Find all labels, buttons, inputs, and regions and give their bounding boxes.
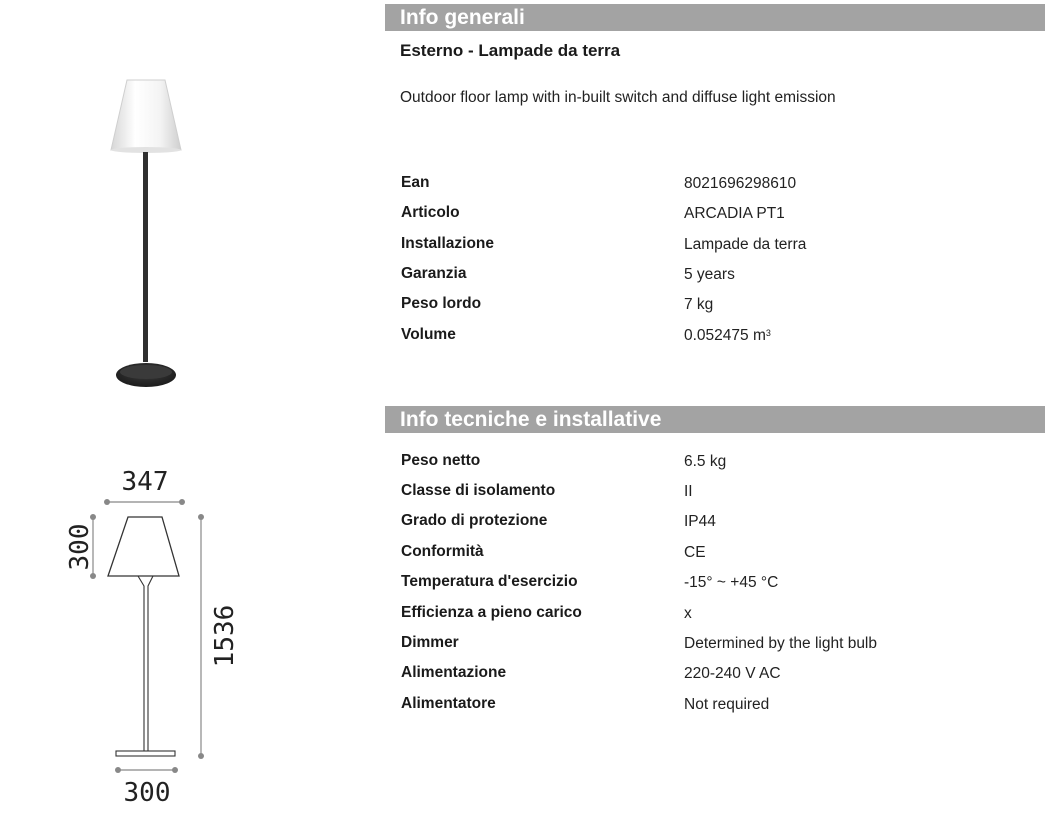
spec-value: [684, 266, 735, 284]
spec-label: Conformità: [401, 543, 484, 560]
spec-value: [684, 513, 716, 531]
unit-superscript: 3: [765, 328, 771, 338]
spec-value: [684, 665, 781, 683]
spec-label: Volume: [401, 326, 456, 343]
spec-row: [401, 326, 1041, 350]
spec-label: Alimentatore: [401, 695, 496, 712]
spec-label: Classe di isolamento: [401, 482, 556, 499]
spec-label: Articolo: [401, 204, 460, 221]
spec-value-text: 8021696298610: [684, 175, 797, 192]
spec-value: [684, 175, 796, 193]
spec-value-text: -15° ~ +45 °C: [684, 574, 779, 591]
spec-row: [401, 664, 1041, 688]
spec-value-text: 0.052475 m: [684, 327, 766, 344]
spec-row: [401, 204, 1041, 228]
spec-value-text: CE: [684, 544, 706, 561]
spec-label: Ean: [401, 174, 430, 191]
spec-label: Installazione: [401, 235, 495, 252]
spec-value-text: 220-240 V AC: [684, 665, 781, 682]
spec-value-text: x: [684, 605, 692, 622]
general-info-header: Info generali: [385, 4, 1045, 31]
shade-width-label: 347: [121, 467, 169, 497]
spec-value: [684, 453, 726, 471]
spec-value: [684, 696, 769, 714]
spec-label: Garanzia: [401, 265, 467, 282]
spec-label: Alimentazione: [401, 664, 507, 681]
spec-value: [684, 544, 706, 562]
total-height-label: 1536: [210, 604, 240, 668]
spec-value: [684, 296, 713, 314]
spec-row: [401, 695, 1041, 719]
spec-row: [401, 482, 1041, 506]
spec-value-text: ARCADIA PT1: [684, 205, 785, 222]
spec-value: [684, 205, 785, 223]
spec-value-text: 6.5 kg: [684, 453, 727, 470]
spec-row: [401, 295, 1041, 319]
spec-row: [401, 452, 1041, 476]
spec-label: Peso netto: [401, 452, 481, 469]
spec-value-text: 7 kg: [684, 296, 714, 313]
spec-value: [684, 327, 771, 345]
spec-row: [401, 543, 1041, 567]
spec-row: [401, 265, 1041, 289]
product-photo: [95, 70, 205, 400]
spec-row: [401, 235, 1041, 259]
spec-value-text: 5 years: [684, 266, 735, 283]
product-description: Outdoor floor lamp with in-built switch and diffuse light emission: [400, 89, 836, 106]
spec-row: [401, 174, 1041, 198]
spec-value-text: IP44: [684, 513, 716, 530]
base-width-label: 300: [123, 778, 171, 808]
spec-value: [684, 605, 692, 623]
spec-label: Peso lordo: [401, 295, 482, 312]
spec-value-text: II: [684, 483, 693, 500]
spec-value-text: Not required: [684, 696, 770, 713]
shade-height-label: 300: [65, 523, 95, 571]
product-images: [0, 0, 380, 820]
spec-label: Grado di protezione: [401, 512, 548, 529]
spec-row: [401, 634, 1041, 658]
spec-value: [684, 483, 693, 501]
spec-value-text: Lampade da terra: [684, 236, 807, 253]
spec-value: [684, 236, 806, 254]
dimension-drawing: [40, 455, 280, 815]
spec-label: Temperatura d'esercizio: [401, 573, 578, 590]
spec-value-text: Determined by the light bulb: [684, 635, 878, 652]
product-category: Esterno - Lampade da terra: [400, 41, 621, 60]
technical-info-header: Info tecniche e installative: [385, 406, 1045, 433]
spec-value: [684, 635, 877, 653]
spec-label: Efficienza a pieno carico: [401, 604, 582, 621]
spec-row: [401, 512, 1041, 536]
spec-row: [401, 604, 1041, 628]
spec-value: [684, 574, 778, 592]
spec-label: Dimmer: [401, 634, 459, 651]
spec-row: [401, 573, 1041, 597]
